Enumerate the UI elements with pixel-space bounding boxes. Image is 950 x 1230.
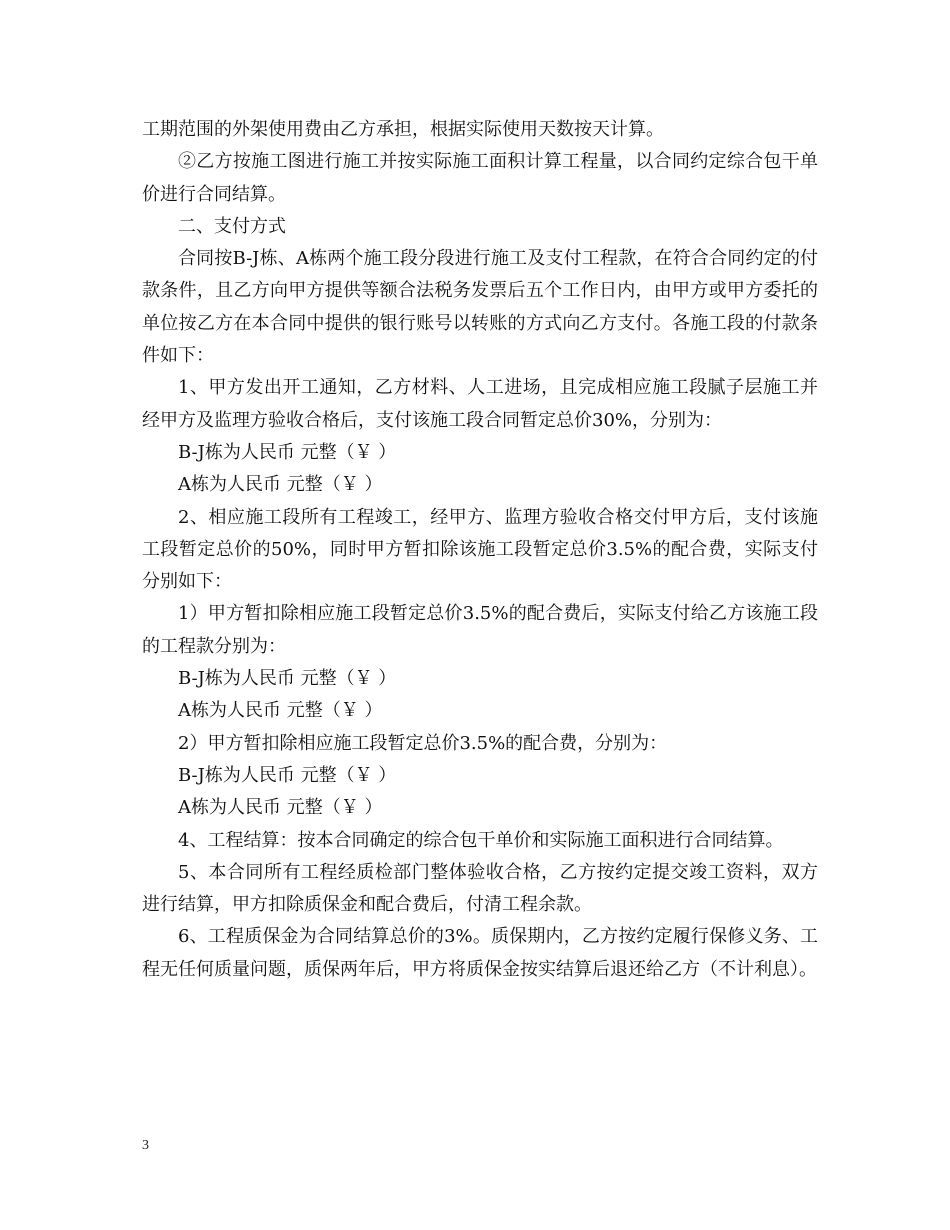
paragraph: 4、工程结算：按本合同确定的综合包干单价和实际施工面积进行合同结算。 bbox=[178, 829, 784, 851]
paragraph: 2）甲方暂扣除相应施工段暂定总价3.5%的配合费，分别为： bbox=[178, 732, 668, 754]
document-body bbox=[142, 114, 818, 986]
paragraph: 1、甲方发出开工通知，乙方材料、人工进场，且完成相应施工段腻子层施工并经甲方及监理方验收合格后，支付该施工段合同暂定总价30%，分别为： bbox=[142, 377, 818, 431]
paragraph: B-J栋为人民币 元整（￥ ） bbox=[178, 441, 397, 463]
paragraph: 二、支付方式 bbox=[178, 215, 286, 237]
paragraph: B-J栋为人民币 元整（￥ ） bbox=[178, 668, 397, 690]
paragraph: 6、工程质保金为合同结算总价的3%。质保期内，乙方按约定履行保修义务、工程无任何质量问题，质保两年后，甲方将质保金按实结算后退还给乙方（不计利息）。 bbox=[142, 926, 818, 980]
paragraph: 2、相应施工段所有工程竣工，经甲方、监理方验收合格交付甲方后，支付该施工段暂定总价的50%，同时甲方暂扣除该施工段暂定总价3.5%的配合费，实际支付分别如下： bbox=[142, 506, 818, 593]
paragraph: 1）甲方暂扣除相应施工段暂定总价3.5%的配合费后，实际支付给乙方该施工段的工程款分别为： bbox=[142, 603, 818, 657]
paragraph: B-J栋为人民币 元整（￥ ） bbox=[178, 764, 397, 786]
paragraph: A栋为人民币 元整（￥ ） bbox=[178, 797, 383, 819]
paragraph: 合同按B-J栋、A栋两个施工段分段进行施工及支付工程款，在符合合同约定的付款条件，且乙方向甲方提供等额合法税务发票后五个工作日内，由甲方或甲方委托的单位按乙方在本合同中提供的银行账号以转账的方式向乙方支付。各施工段的付款条件如下： bbox=[142, 248, 818, 367]
page-number: 3 bbox=[142, 1138, 149, 1153]
paragraph: 5、本合同所有工程经质检部门整体验收合格，乙方按约定提交竣工资料，双方进行结算，甲方扣除质保金和配合费后，付清工程余款。 bbox=[142, 861, 818, 916]
paragraph: ②乙方按施工图进行施工并按实际施工面积计算工程量，以合同约定综合包干单价进行合同结算。 bbox=[142, 151, 818, 205]
paragraph: A栋为人民币 元整（￥ ） bbox=[178, 474, 383, 496]
paragraph: A栋为人民币 元整（￥ ） bbox=[178, 700, 383, 722]
paragraph: 工期范围的外架使用费由乙方承担，根据实际使用天数按天计算。 bbox=[142, 119, 664, 140]
